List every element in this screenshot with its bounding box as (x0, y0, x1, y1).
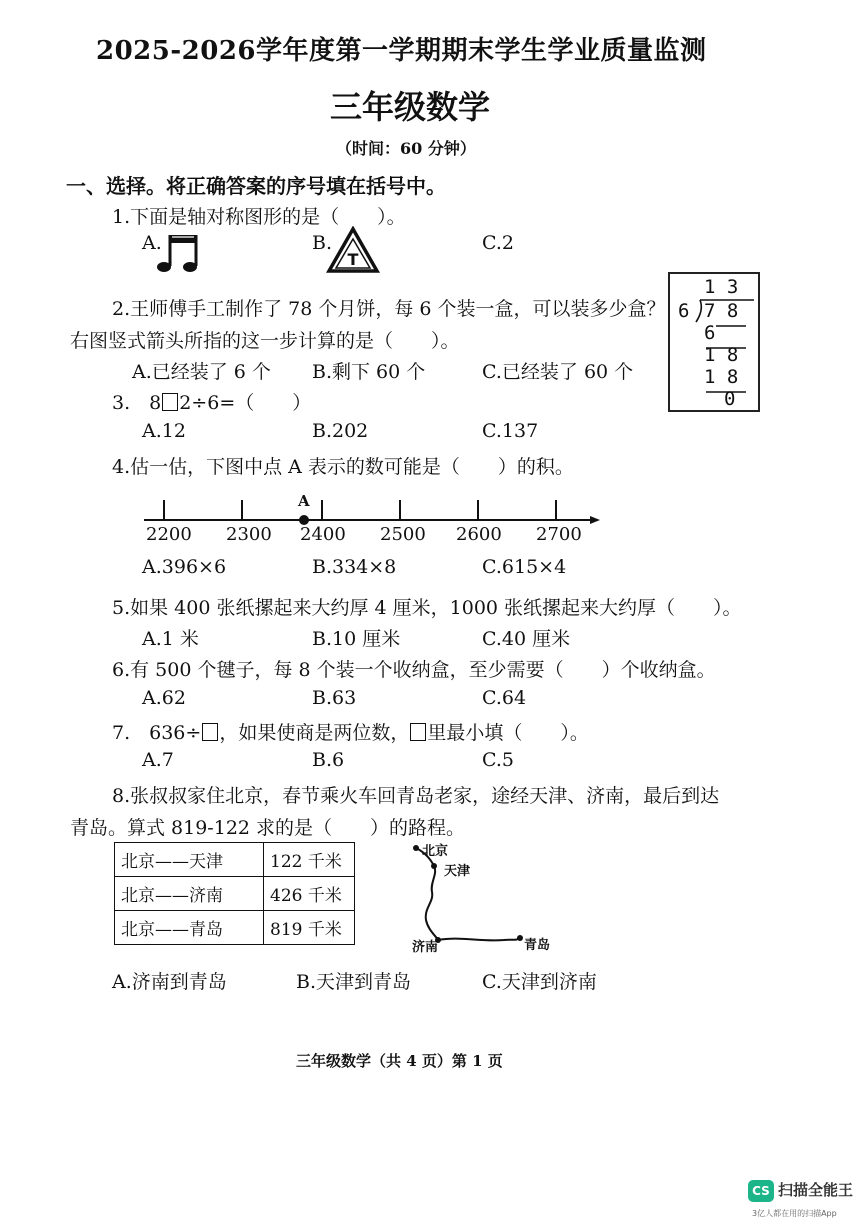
q5-option-a: A.1 米 (142, 628, 199, 650)
q3-option-a: A.12 (142, 420, 186, 442)
route-cell: 北京——青岛 (115, 911, 264, 945)
page-footer: 三年级数学（共 4 页）第 1 页 (296, 1052, 503, 1070)
map-label-beijing: 北京 (422, 844, 449, 859)
q1-option-a: A. (142, 232, 162, 254)
exam-time: （时间：60 分钟） (336, 139, 476, 158)
q8-option-c: C.天津到济南 (482, 971, 597, 993)
q6-option-c: C.64 (482, 687, 527, 709)
scanner-watermark (748, 1178, 860, 1224)
q1-option-b: B. (312, 232, 333, 254)
q3-text-pre: 3. 8 (112, 392, 162, 414)
question-2-line1: 2.王师傅手工制作了 78 个月饼，每 6 个装一盒，可以装多少盒？ (112, 298, 666, 320)
map-label-jinan: 济南 (412, 940, 439, 955)
q6-option-a: A.62 (142, 687, 186, 709)
question-7 (112, 718, 589, 745)
q2-option-a: A.已经装了 6 个 (132, 361, 271, 383)
question-8-line1: 8.张叔叔家住北京，春节乘火车回青岛老家，途经天津、济南，最后到达 (112, 785, 720, 807)
tick-label: 2300 (226, 524, 272, 545)
blank-box (202, 723, 218, 741)
distance-cell: 122 千米 (264, 843, 355, 877)
q7-option-c: C.5 (482, 749, 514, 771)
map-label-qingdao: 青岛 (524, 938, 551, 953)
q2-option-c: C.已经装了 60 个 (482, 361, 634, 383)
question-6: 6.有 500 个毽子，每 8 个装一个收纳盒，至少需要（ ）个收纳盒。 (112, 659, 716, 681)
q4-option-b: B.334×8 (312, 556, 397, 578)
section-heading: 一、选择。将正确答案的序号填在括号中。 (66, 174, 446, 198)
point-a-label: A (298, 492, 310, 510)
division-divisor: 6 (678, 300, 690, 322)
route-cell: 北京——济南 (115, 877, 264, 911)
tick-label: 2600 (456, 524, 502, 545)
watermark-name: 扫描全能王 (778, 1181, 854, 1199)
q3-option-b: B.202 (312, 420, 369, 442)
q7-text-pre: 7. 636÷ (112, 722, 202, 744)
q7-text-post: ，如果使商是两位数， (219, 722, 410, 744)
tick-label: 2400 (300, 524, 346, 545)
q4-option-c: C.615×4 (482, 556, 567, 578)
q2-option-b: B.剩下 60 个 (312, 361, 426, 383)
question-2-line2: 右图竖式箭头所指的这一步计算的是（ ）。 (70, 330, 460, 352)
q4-option-a: A.396×6 (142, 556, 227, 578)
q3-option-c: C.137 (482, 420, 539, 442)
q5-option-b: B.10 厘米 (312, 628, 401, 650)
q6-option-b: B.63 (312, 687, 357, 709)
distance-cell: 426 千米 (264, 877, 355, 911)
q7-option-a: A.7 (142, 749, 174, 771)
table-row (115, 877, 355, 911)
q8-option-a: A.济南到青岛 (112, 971, 227, 993)
question-5: 5.如果 400 张纸摞起来大约厚 4 厘米，1000 张纸摞起来大约厚（ ）。 (112, 597, 742, 619)
division-remainder1: 1 8 (704, 344, 739, 366)
tick-label: 2700 (536, 524, 582, 545)
division-step1: 6 (704, 322, 716, 344)
svg-text:T: T (347, 250, 359, 269)
tick-label: 2500 (380, 524, 426, 545)
blank-box (410, 723, 426, 741)
blank-box (162, 393, 178, 411)
camscanner-logo-icon: CS (748, 1180, 774, 1202)
tick-label: 2200 (146, 524, 192, 545)
q5-option-c: C.40 厘米 (482, 628, 571, 650)
division-dividend: 7 8 (704, 300, 739, 322)
question-1: 1.下面是轴对称图形的是（ ）。 (112, 206, 406, 228)
exam-title: 2025-2026学年度第一学期期末学生学业质量监测 (96, 36, 707, 66)
long-division-figure (668, 272, 760, 412)
q3-text-post: 2÷6=（ ） (179, 392, 312, 414)
route-cell: 北京——天津 (115, 843, 264, 877)
question-3 (112, 388, 311, 415)
watermark-subtitle: 3亿人都在用的扫描App (752, 1209, 837, 1218)
division-quotient: 1 3 (704, 276, 739, 298)
question-4: 4.估一估，下图中点 A 表示的数可能是（ ）的积。 (112, 456, 574, 478)
distance-table (114, 842, 355, 945)
q7-option-b: B.6 (312, 749, 345, 771)
question-8-line2: 青岛。算式 819-122 求的是（ ）的路程。 (70, 817, 466, 839)
division-final: 0 (724, 388, 736, 410)
map-label-tianjin: 天津 (444, 864, 471, 879)
distance-cell: 819 千米 (264, 911, 355, 945)
q1-option-c: C.2 (482, 232, 514, 254)
table-row (115, 843, 355, 877)
triangle-t-sign-icon (326, 226, 380, 274)
music-note-icon (152, 232, 204, 274)
q8-option-b: B.天津到青岛 (296, 971, 412, 993)
division-step2: 1 8 (704, 366, 739, 388)
exam-subtitle: 三年级数学 (330, 88, 491, 126)
q7-text-post2: 里最小填（ ）。 (427, 722, 589, 744)
table-row (115, 911, 355, 945)
